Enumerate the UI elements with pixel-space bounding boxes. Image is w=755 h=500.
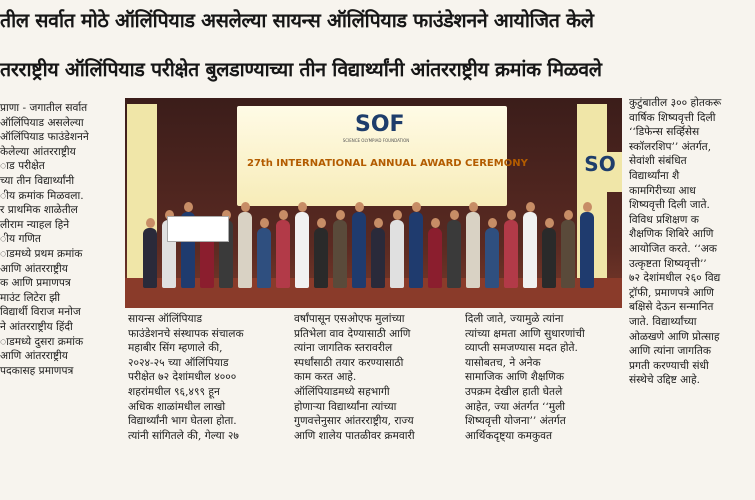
- awardee-figure: [409, 212, 423, 288]
- article-line: विद्यार्थी विराज मनोज: [0, 306, 81, 319]
- article-line: विद्यार्थ्यांना शै: [629, 169, 680, 182]
- article-line: संस्थेचे उद्दिष्ट आहे.: [629, 374, 700, 387]
- stage-screen: [237, 106, 528, 206]
- article-line: आर्थिकदृष्ट्या कमकुवत: [465, 429, 553, 442]
- article-line: ीय गणित: [0, 233, 41, 246]
- article-column-left: [0, 101, 112, 471]
- awardee-figure: [143, 228, 157, 288]
- awardee-head: [355, 202, 364, 212]
- awardee-figure: [428, 228, 442, 288]
- awardee-head: [260, 218, 269, 228]
- article-line: बक्षिसे देऊन सन्मानित: [629, 301, 714, 314]
- article-line: व्याप्ती समजण्यास मदत होते.: [465, 342, 578, 355]
- article-line: आणि आंतरराष्ट्रीय: [0, 350, 68, 363]
- awardee-head: [488, 218, 497, 228]
- article-line: माउंट लिटेरा झी: [0, 291, 61, 304]
- article-line: सायन्स ऑलिंपियाड: [128, 313, 203, 325]
- article-line: शिष्यवृत्ती दिली जाते.: [629, 199, 710, 212]
- awardee-figure: [580, 212, 594, 288]
- headline-line-2: तरराष्ट्रीय ऑलिंपियाड परीक्षेत बुलडाण्याच्या तीन विद्यार्थ्यांनी आंतरराष्ट्रीय क्रमांक मिळवले: [0, 58, 602, 81]
- award-ceremony-photo: [125, 98, 622, 308]
- article-line: आणि आंतरराष्ट्रीय: [0, 262, 68, 275]
- article-line: सेवांशी संबंधित: [629, 155, 687, 168]
- awardee-figure: [314, 228, 328, 288]
- awardee-head: [431, 218, 440, 228]
- article-column-bottom-3: [465, 312, 623, 487]
- awardee-figure: [352, 212, 366, 288]
- article-line: आणि शालेय पातळीवर क्रमवारी: [294, 429, 415, 442]
- article-line: महाबीर सिंग म्हणाले की,: [128, 342, 223, 355]
- article-line: अधिक शाळांमधील लाखो: [128, 400, 226, 413]
- article-line: ाडमध्ये प्रथम क्रमांक: [0, 247, 83, 260]
- article-line: र प्राथमिक शाळेतील: [0, 204, 78, 217]
- headline-line-1: तील सर्वात मोठे ऑलिंपियाड असलेल्या सायन्स ऑलिंपियाड फाउंडेशनने आयोजित केले: [0, 9, 594, 32]
- awardee-head: [469, 202, 478, 212]
- article-line: जाते. विद्यार्थ्यांच्या: [629, 315, 697, 328]
- article-line: स्कॉलरशिप’’ अंतर्गत,: [629, 140, 712, 153]
- awardee-head: [545, 218, 554, 228]
- article-line: आहेत, ज्या अंतर्गत ‘‘मुली: [465, 400, 566, 413]
- article-line: प्रगती करण्याची संधी: [629, 359, 709, 372]
- article-line: वर्षांपासून एसओएफ मुलांच्या: [294, 313, 405, 325]
- article-line: च्या तीन विद्यार्थ्यांनी: [0, 174, 75, 187]
- article-line: ीय क्रमांक मिळवला.: [0, 189, 84, 202]
- awardee-head: [583, 202, 592, 212]
- article-line: ाड परीक्षेत: [0, 160, 45, 173]
- article-line: ने आंतरराष्ट्रीय हिंदी: [0, 320, 73, 333]
- article-line: उत्कृष्टता शिष्यवृत्ती’’: [629, 257, 707, 270]
- awardee-figure: [485, 228, 499, 288]
- sof-logo: SOF: [355, 112, 405, 137]
- article-line: शैक्षणिक शिबिरे आणि: [629, 228, 714, 241]
- article-line: विविध प्रशिक्षण क: [629, 213, 699, 226]
- ceremony-title: 27th INTERNATIONAL ANNUAL AWARD CEREMONY: [247, 158, 528, 169]
- awardee-head: [184, 202, 193, 212]
- article-line: प्राणा - जगातील सर्वात: [0, 102, 88, 114]
- article-line: वार्षिक शिष्यवृत्ती दिली: [629, 111, 716, 124]
- sof-badge: SO: [578, 152, 622, 192]
- article-line: क आणि प्रमाणपत्र: [0, 277, 71, 290]
- awardee-head: [146, 218, 155, 228]
- award-cheque: [167, 216, 229, 242]
- awardee-figure: [542, 228, 556, 288]
- awardee-head: [412, 202, 421, 212]
- awardee-head: [393, 210, 402, 220]
- awardee-figure: [257, 228, 271, 288]
- article-line: सामाजिक आणि शैक्षणिक: [465, 371, 565, 384]
- awardee-figure: [295, 212, 309, 288]
- article-column-bottom-2: [294, 312, 456, 487]
- article-line: उपक्रम देखील हाती घेतले: [465, 385, 563, 398]
- article-line: ऑलिंपियाडमध्ये सहभागी: [294, 385, 390, 398]
- article-line: ‘‘डिफेन्स सर्व्हिसेस: [629, 126, 700, 139]
- awardee-figure: [561, 220, 575, 288]
- article-line: विद्यार्थ्यांनी भाग घेतला होता.: [128, 415, 237, 428]
- article-column-bottom-1: [128, 312, 280, 487]
- article-line: परीक्षेत ७२ देशांमधील ४०००: [128, 371, 237, 384]
- awardee-figure: [523, 212, 537, 288]
- awardee-head: [317, 218, 326, 228]
- article-line: केलेल्या आंतरराष्ट्रीय: [0, 145, 76, 158]
- article-line: कुटुंबातील ३०० होतकरू: [629, 97, 722, 109]
- article-line: काम करत आहे.: [294, 371, 357, 384]
- article-line: आणि त्यांना जागतिक: [629, 345, 712, 358]
- article-line: २०२४-२५ च्या ऑलिंपियाड: [128, 356, 229, 369]
- sof-logo-subtitle: SCIENCE OLYMPIAD FOUNDATION: [342, 138, 410, 143]
- article-line: ऑलिंपियाड फाउंडेशनने: [0, 131, 89, 144]
- awardee-head: [526, 202, 535, 212]
- article-line: त्यांनी सांगितले की, गेल्या २७: [128, 429, 239, 442]
- article-line: गुणवत्तेनुसार आंतरराष्ट्रीय, राज्य: [294, 415, 414, 428]
- awardee-head: [279, 210, 288, 220]
- article-line: लीराम न्याहल हिने: [0, 218, 70, 231]
- awardee-figure: [466, 212, 480, 288]
- awardee-figure: [390, 220, 404, 288]
- article-line: स्पर्धांसाठी तयार करण्यासाठी: [294, 356, 404, 369]
- article-line: शिष्यवृत्ती योजना’’ अंतर्गत: [465, 415, 566, 428]
- article-column-right: [629, 96, 755, 491]
- article-line: दिली जाते, ज्यामुळे त्यांना: [465, 313, 564, 325]
- article-line: यासोबतच, ने अनेक: [465, 356, 541, 369]
- article-line: ट्रॉफी, प्रमाणपत्रे आणि: [629, 286, 714, 299]
- article-line: आयोजित करते. ‘‘अक: [629, 242, 717, 255]
- awardee-figure: [371, 228, 385, 288]
- article-line: ७२ देशांमधील २६० विद्य: [629, 272, 721, 285]
- awardee-figure: [333, 220, 347, 288]
- article-line: पदकासह प्रमाणपत्र: [0, 364, 74, 377]
- article-line: त्यांना जागतिक स्तरावरील: [294, 342, 393, 355]
- awardee-head: [564, 210, 573, 220]
- article-line: होणाऱ्या विद्यार्थ्यांना त्यांच्या: [294, 400, 397, 413]
- awardee-figure: [447, 220, 461, 288]
- article-line: ाडमध्ये दुसरा क्रमांक: [0, 335, 84, 348]
- article-line: कामगिरीच्या आध: [629, 184, 696, 197]
- article-line: ऑलिंपियाड असलेल्या: [0, 116, 84, 129]
- awardee-figure: [238, 212, 252, 288]
- article-line: प्रतिभेला वाव देण्यासाठी आणि: [294, 327, 411, 340]
- article-line: फाउंडेशनचे संस्थापक संचालक: [128, 327, 244, 340]
- article-line: ओळखणे आणि प्रोत्साह: [629, 330, 720, 343]
- awardee-figure: [276, 220, 290, 288]
- article-line: त्यांच्या क्षमता आणि सुधारणांची: [465, 327, 585, 340]
- awardee-head: [298, 202, 307, 212]
- awardee-head: [507, 210, 516, 220]
- awardee-figure: [504, 220, 518, 288]
- awardee-head: [450, 210, 459, 220]
- awardee-head: [336, 210, 345, 220]
- awardee-head: [374, 218, 383, 228]
- article-line: शहरांमधील ९६,४९९ हून: [128, 385, 220, 398]
- awardee-head: [241, 202, 250, 212]
